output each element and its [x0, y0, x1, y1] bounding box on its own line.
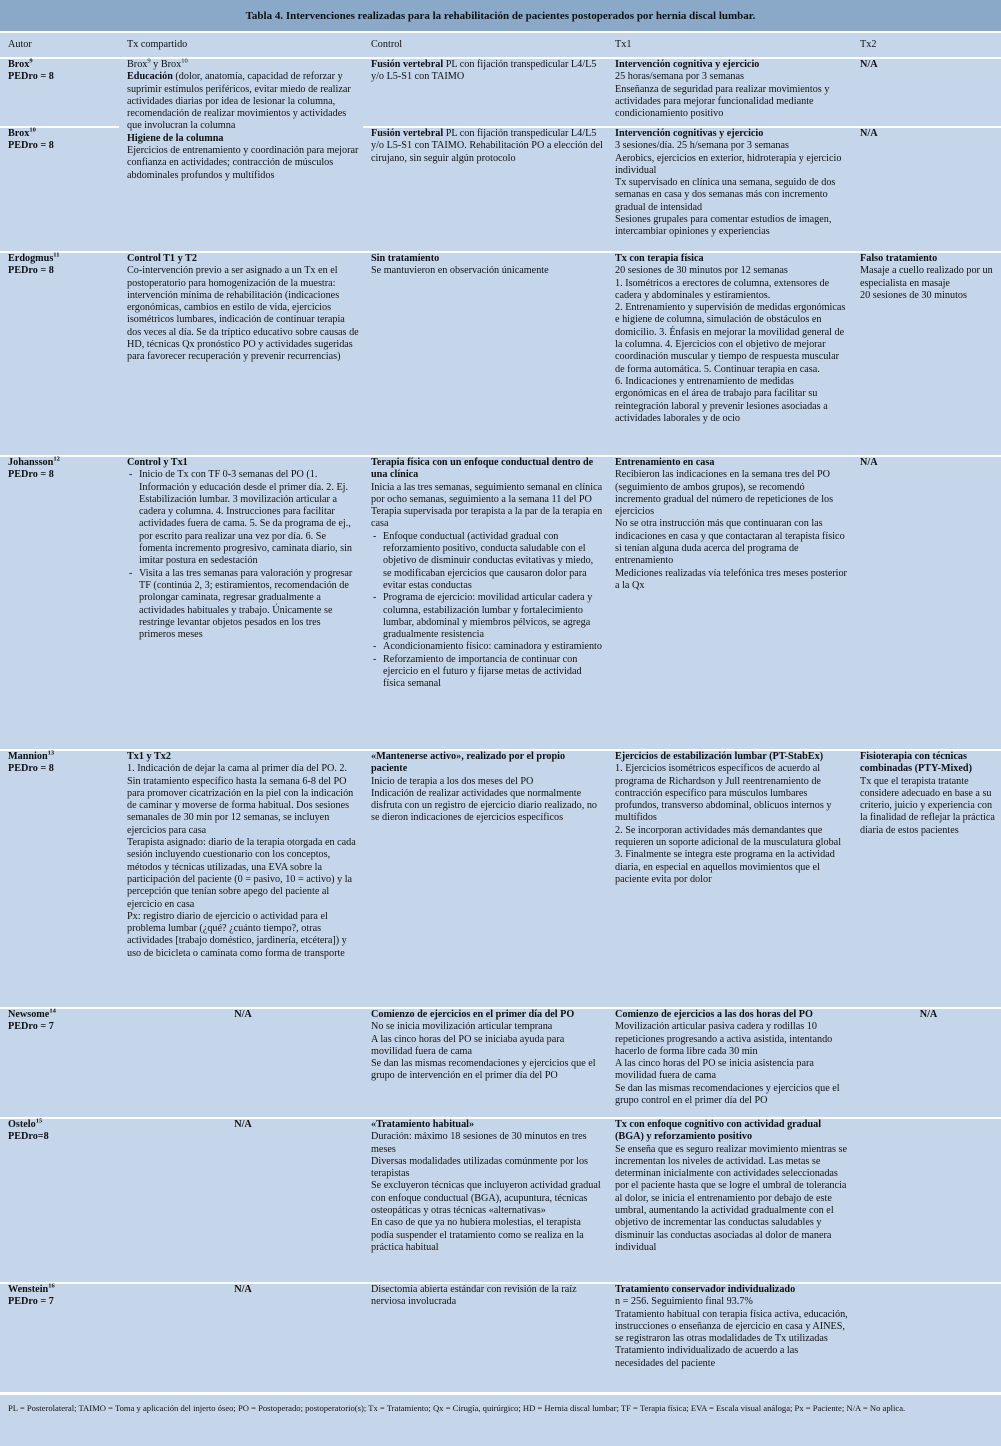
- author-cell: Erdogmus$^{11}$ PEDro = 8: [8, 251, 60, 277]
- table-row: [0, 1283, 1001, 1393]
- control-cell: Sin tratamiento Se mantuvieron en observación únicamente: [371, 253, 549, 277]
- author-cell: Newsome$^{14}$ PEDro = 7: [8, 1007, 56, 1033]
- tx1-cell: Intervención cognitivas y ejercicio 3 sesiones/día. 25 h/semana por 3 semanas Aerobics, ejercicios en exterior, hidroterapia y ejercicio individual Tx supervisado en clínica una semana, seguido de dos semanas en casa y dos semanas más con incremento gradual de intensidad Sesiones grupales para comentar estudios de imagen, intercambiar opiniones y experiencias: [615, 128, 842, 238]
- table-row: [0, 750, 1001, 1008]
- control-cell: Fusión vertebral PL con fijación transpedicular L4/L5 y/o L5-S1 con TAIMO. Rehabilitación PO a elección del cirujano, sin seguir algún protocolo: [371, 128, 603, 164]
- tx1-cell: Tratamiento conservador individualizado n = 256. Seguimiento final 93.7% Tratamiento habitual con terapia física activa, educación, instrucciones o enseñanza de ejercicio en casa y AINES, se registraron las otras modalidades de Tx utilizadas Tratamiento individualizado de acuerdo a las necesidades del paciente: [615, 1284, 848, 1369]
- control-cell: Fusión vertebral PL con fijación transpedicular L4/L5 y/o L5-S1 con TAIMO: [371, 59, 597, 83]
- table-row: [0, 1008, 1001, 1118]
- shared-cell: Control y Tx1 - Inicio de Tx con TF 0-3 semanas del PO (1. Información y educación desde el primer día. 2. Ej. Estabilización lumbar. 3 movilización articular a cadera y columna. 4. Instrucciones para facilitar actividades fuera de cama. 5. Se da programa de ej., por escrito para realizar una vez por día. 6. Se fomenta incremento progresivo, caminata diario, sin imitar postura en sedestación - Visita a las tres semanas para valoración y progresar TF (continúa 2, 3; estiramientos, recomendación de prolongar caminata, regresar gradualmente a actividades habituales y trabajo. Únicamente se restringe levantar objetos pesados en los tres primeros meses: [119, 456, 363, 750]
- table-row: [0, 252, 1001, 456]
- author-cell: Wenstein$^{16}$ PEDro = 7: [8, 1282, 55, 1308]
- table-row: [0, 58, 1001, 127]
- shared-cell: Brox$^9$ y Brox$^{10}$ Educación (dolor, anatomía, capacidad de reforzar y suprimir estímulos periféricos, evitar miedo de realizar actividades diarias por idea de lesionar la columna, recomendación de realizar movimientos y actividades que involucran la columna Higiene de la columna Ejercicios de entrenamiento y coordinación para mejorar confianza en actividades; contracción de músculos abdominales profundos y multífidos: [127, 57, 359, 181]
- tx2-cell: [852, 1118, 1001, 1283]
- header-tx2: Tx2: [852, 33, 1001, 58]
- shared-cell: N/A: [234, 1009, 252, 1020]
- tx1-cell: Intervención cognitiva y ejercicio 25 horas/semana por 3 semanas Enseñanza de seguridad para realizar movimientos y actividades para mejorar funcionalidad mediante condicionamiento positivo: [615, 59, 830, 120]
- control-cell: Disectomía abierta estándar con revisión de la raíz nerviosa involucrada: [371, 1284, 577, 1308]
- tx1-cell: Tx con enfoque cognitivo con actividad gradual (BGA) y reforzamiento positivo Se enseña que es seguro realizar movimiento mientras se incrementan los niveles de actividad. Las metas se determinan inicialmente con actividades seleccionadas por el paciente hasta que se logre el umbral de tolerancia al dolor, se inicia el entrenamiento por debajo de este umbral, aumentando la actividad gradualmente con el objetivo de incrementar las conductas saludables y disminuir las conductas asociadas al dolor de manera individual: [615, 1119, 847, 1253]
- tx2-cell: Fisioterapia con técnicas combinadas (PTY-Mixed) Tx que el terapista tratante considere adecuado en base a su criterio, juicio y experiencia con la finalidad de reflejar la práctica diaria de estos pacientes: [860, 751, 995, 836]
- table-title: Tabla 4. Intervenciones realizadas para la rehabilitación de pacientes postoperados por hernia discal lumbar.: [0, 0, 1001, 33]
- shared-cell: Control T1 y T2 Co-intervención previo a ser asignado a un Tx en el postoperatorio para homogenización de la muestra: intervención mínima de rehabilitación (indicaciones ergonómicas, cambios en estilo de vida, ejercicios isométricos lumbares, indicación de continuar terapia dos veces al día. Se da tríptico educativo sobre causas de HD, técnicas Qx pronóstico PO y actividades sugeridas para favorecer recuperación y prevenir recurrencias): [127, 253, 359, 363]
- control-cell: «Tratamiento habitual» Duración: máximo 18 sesiones de 30 minutos en tres meses Diversas modalidades utilizadas comúnmente por los terapistas Se excluyeron técnicas que incluyeron actividad gradual con enfoque conductual (BGA), acupuntura, técnicas osteopáticas y otras técnicas «alternativas» En caso de que ya no hubiera molestias, el terapista podía suspender el tratamiento como se realiza en la práctica habitual: [371, 1119, 601, 1253]
- table-footnote: PL = Posterolateral; TAIMO = Toma y aplicación del injerto óseo; PO = Postoperado; postoperatorio(s); Tx = Tratamiento; Qx = Cirugía, quirúrgico; HD = Hernia discal lumbar; TF = Terapia física; EVA = Escala visual análoga; Px = Paciente; N/A = No aplica.: [0, 1393, 1001, 1446]
- control-cell: Terapia física con un enfoque conductual dentro de una clínica Inicia a las tres semanas, seguimiento semanal en clínica por ocho semanas, seguimiento a la semana 11 del PO Terapia supervisada por terapista a la par de la terapia en casa - Enfoque conductual (actividad gradual con reforzamiento positivo, conducta saludable con el objetivo de disminuir conductas evitativas y miedo, se modificaban ejercicios que causaron dolor para evitar estas conductas - Programa de ejercicio: movilidad articular cadera y columna, estabilización lumbar y fortalecimiento lumbar, abdominal y miembros pélvicos, se agrega gradualmente resistencia - Acondicionamiento físico: caminadora y estiramiento - Reforzamiento de importancia de continuar con ejercicio en el futuro y fijarse metas de actividad física semanal: [363, 456, 607, 750]
- tx2-cell: N/A: [860, 457, 878, 468]
- header-autor: Autor: [0, 33, 119, 58]
- tx1-cell: Ejercicios de estabilización lumbar (PT-StabEx) 1. Ejercicios isométricos específicos de acuerdo al programa de Richardson y Jull reentrenamiento de contracción específico para músculos lumbares profundos, transverso abdominal, oblicuos internos y multífidos 2. Se incorporan actividades más demandantes que requieren un soporte adicional de la musculatura global 3. Finalmente se integra este programa en la actividad diaria, en especial en aquellos movimientos que el paciente evita por dolor: [615, 751, 842, 885]
- shared-cell: N/A: [234, 1119, 252, 1130]
- author-cell: Ostelo$^{15}$ PEDro=8: [8, 1117, 49, 1143]
- header-shared: Tx compartido: [119, 33, 363, 58]
- tx2-cell: Falso tratamiento Masaje a cuello realizado por un especialista en masaje 20 sesiones de 30 minutos: [860, 253, 993, 301]
- interventions-table: [0, 33, 1001, 1394]
- author-cell: Brox$^9$ PEDro = 8: [8, 57, 54, 83]
- header-row: [0, 33, 1001, 58]
- tx1-cell: Tx con terapia física 20 sesiones de 30 minutos por 12 semanas 1. Isométricos a erectores de columna, extensores de cadera y abdominales y estiramientos. 2. Entrenamiento y supervisión de medidas ergonómicas e higiene de columna, simulación de obstáculos en domicilio. 3. Énfasis en mejorar la movilidad general de la columna. 4. Ejercicios con el objetivo de mejorar coordinación muscular y tiempo de respuesta muscular de forma automática. 5. Continuar terapia en casa. 6. Indicaciones y entrenamiento de medidas ergonómicas en el área de trabajo para facilitar su reintegración laboral y prevenir lesiones asociadas a actividades laborales y de ocio: [615, 253, 846, 424]
- tx1-cell: Comienzo de ejercicios a las dos horas del PO Movilización articular pasiva cadera y rodillas 10 repeticiones progresando a activa asistida, intentando hacerlo de forma libre cada 30 min A las cinco horas del PO se inicia asistencia para movilidad fuera de cama Se dan las mismas recomendaciones y ejercicios que el grupo control en el primer día del PO: [615, 1009, 840, 1107]
- table-row: [0, 1118, 1001, 1283]
- tx2-cell: N/A: [860, 128, 878, 139]
- control-cell: «Mantenerse activo», realizado por el propio paciente Inicio de terapia a los dos meses del PO Indicación de realizar actividades que normalmente disfruta con un registro de ejercicio diario realizado, no se dieron indicaciones de ejercicios específicos: [371, 751, 598, 824]
- author-cell: Mannion$^{13}$ PEDro = 8: [8, 749, 55, 775]
- table-row: [0, 456, 1001, 750]
- shared-cell: Tx1 y Tx2 1. Indicación de dejar la cama al primer día del PO. 2. Sin tratamiento específico hasta la semana 6-8 del PO para promover cicatrización en la piel con la indicación de caminar y moverse de forma habitual. Dos sesiones semanales de 30 min por 12 semanas, se incluyen ejercicios para casa Terapista asignado: diario de la terapia otorgada en cada sesión incluyendo cuestionario con los conceptos, métodos y técnicas utilizadas, una EVA sobre la participación del paciente (0 = pasivo, 10 = activo) y la percepción que tenían sobre apego del paciente al ejercicio en casa Px: registro diario de ejercicio o actividad para el problema lumbar (¿qué? ¿cuánto tiempo?, otras actividades [trabajo doméstico, jardinería, etcétera]) y uso de bicicleta o caminata como forma de transporte: [127, 751, 356, 959]
- tx2-cell: [852, 1283, 1001, 1393]
- header-tx1: Tx1: [607, 33, 852, 58]
- header-control: Control: [363, 33, 607, 58]
- tx2-cell: N/A: [919, 1009, 938, 1020]
- tx2-cell: N/A: [860, 59, 878, 70]
- shared-cell: N/A: [234, 1284, 252, 1295]
- author-cell: Brox$^{10}$ PEDro = 8: [8, 126, 54, 152]
- control-cell: Comienzo de ejercicios en el primer día del PO No se inicia movilización articular temprana A las cinco horas del PO se iniciaba ayuda para movilidad fuera de cama Se dan las mismas recomendaciones y ejercicios que el grupo de intervención en el primer día del PO: [371, 1009, 596, 1082]
- tx1-cell: Entrenamiento en casa Recibieron las indicaciones en la semana tres del PO (seguimiento de ambos grupos), se recomendó incremento gradual del número de repeticiones de los ejercicios No se otra instrucción más que continuaran con las indicaciones en casa y que contactaran al terapista físico si tenían alguna duda acerca del programa de entrenamiento Mediciones realizadas vía telefónica tres meses posterior a la Qx: [615, 457, 847, 591]
- author-cell: Johansson$^{12}$ PEDro = 8: [8, 455, 60, 481]
